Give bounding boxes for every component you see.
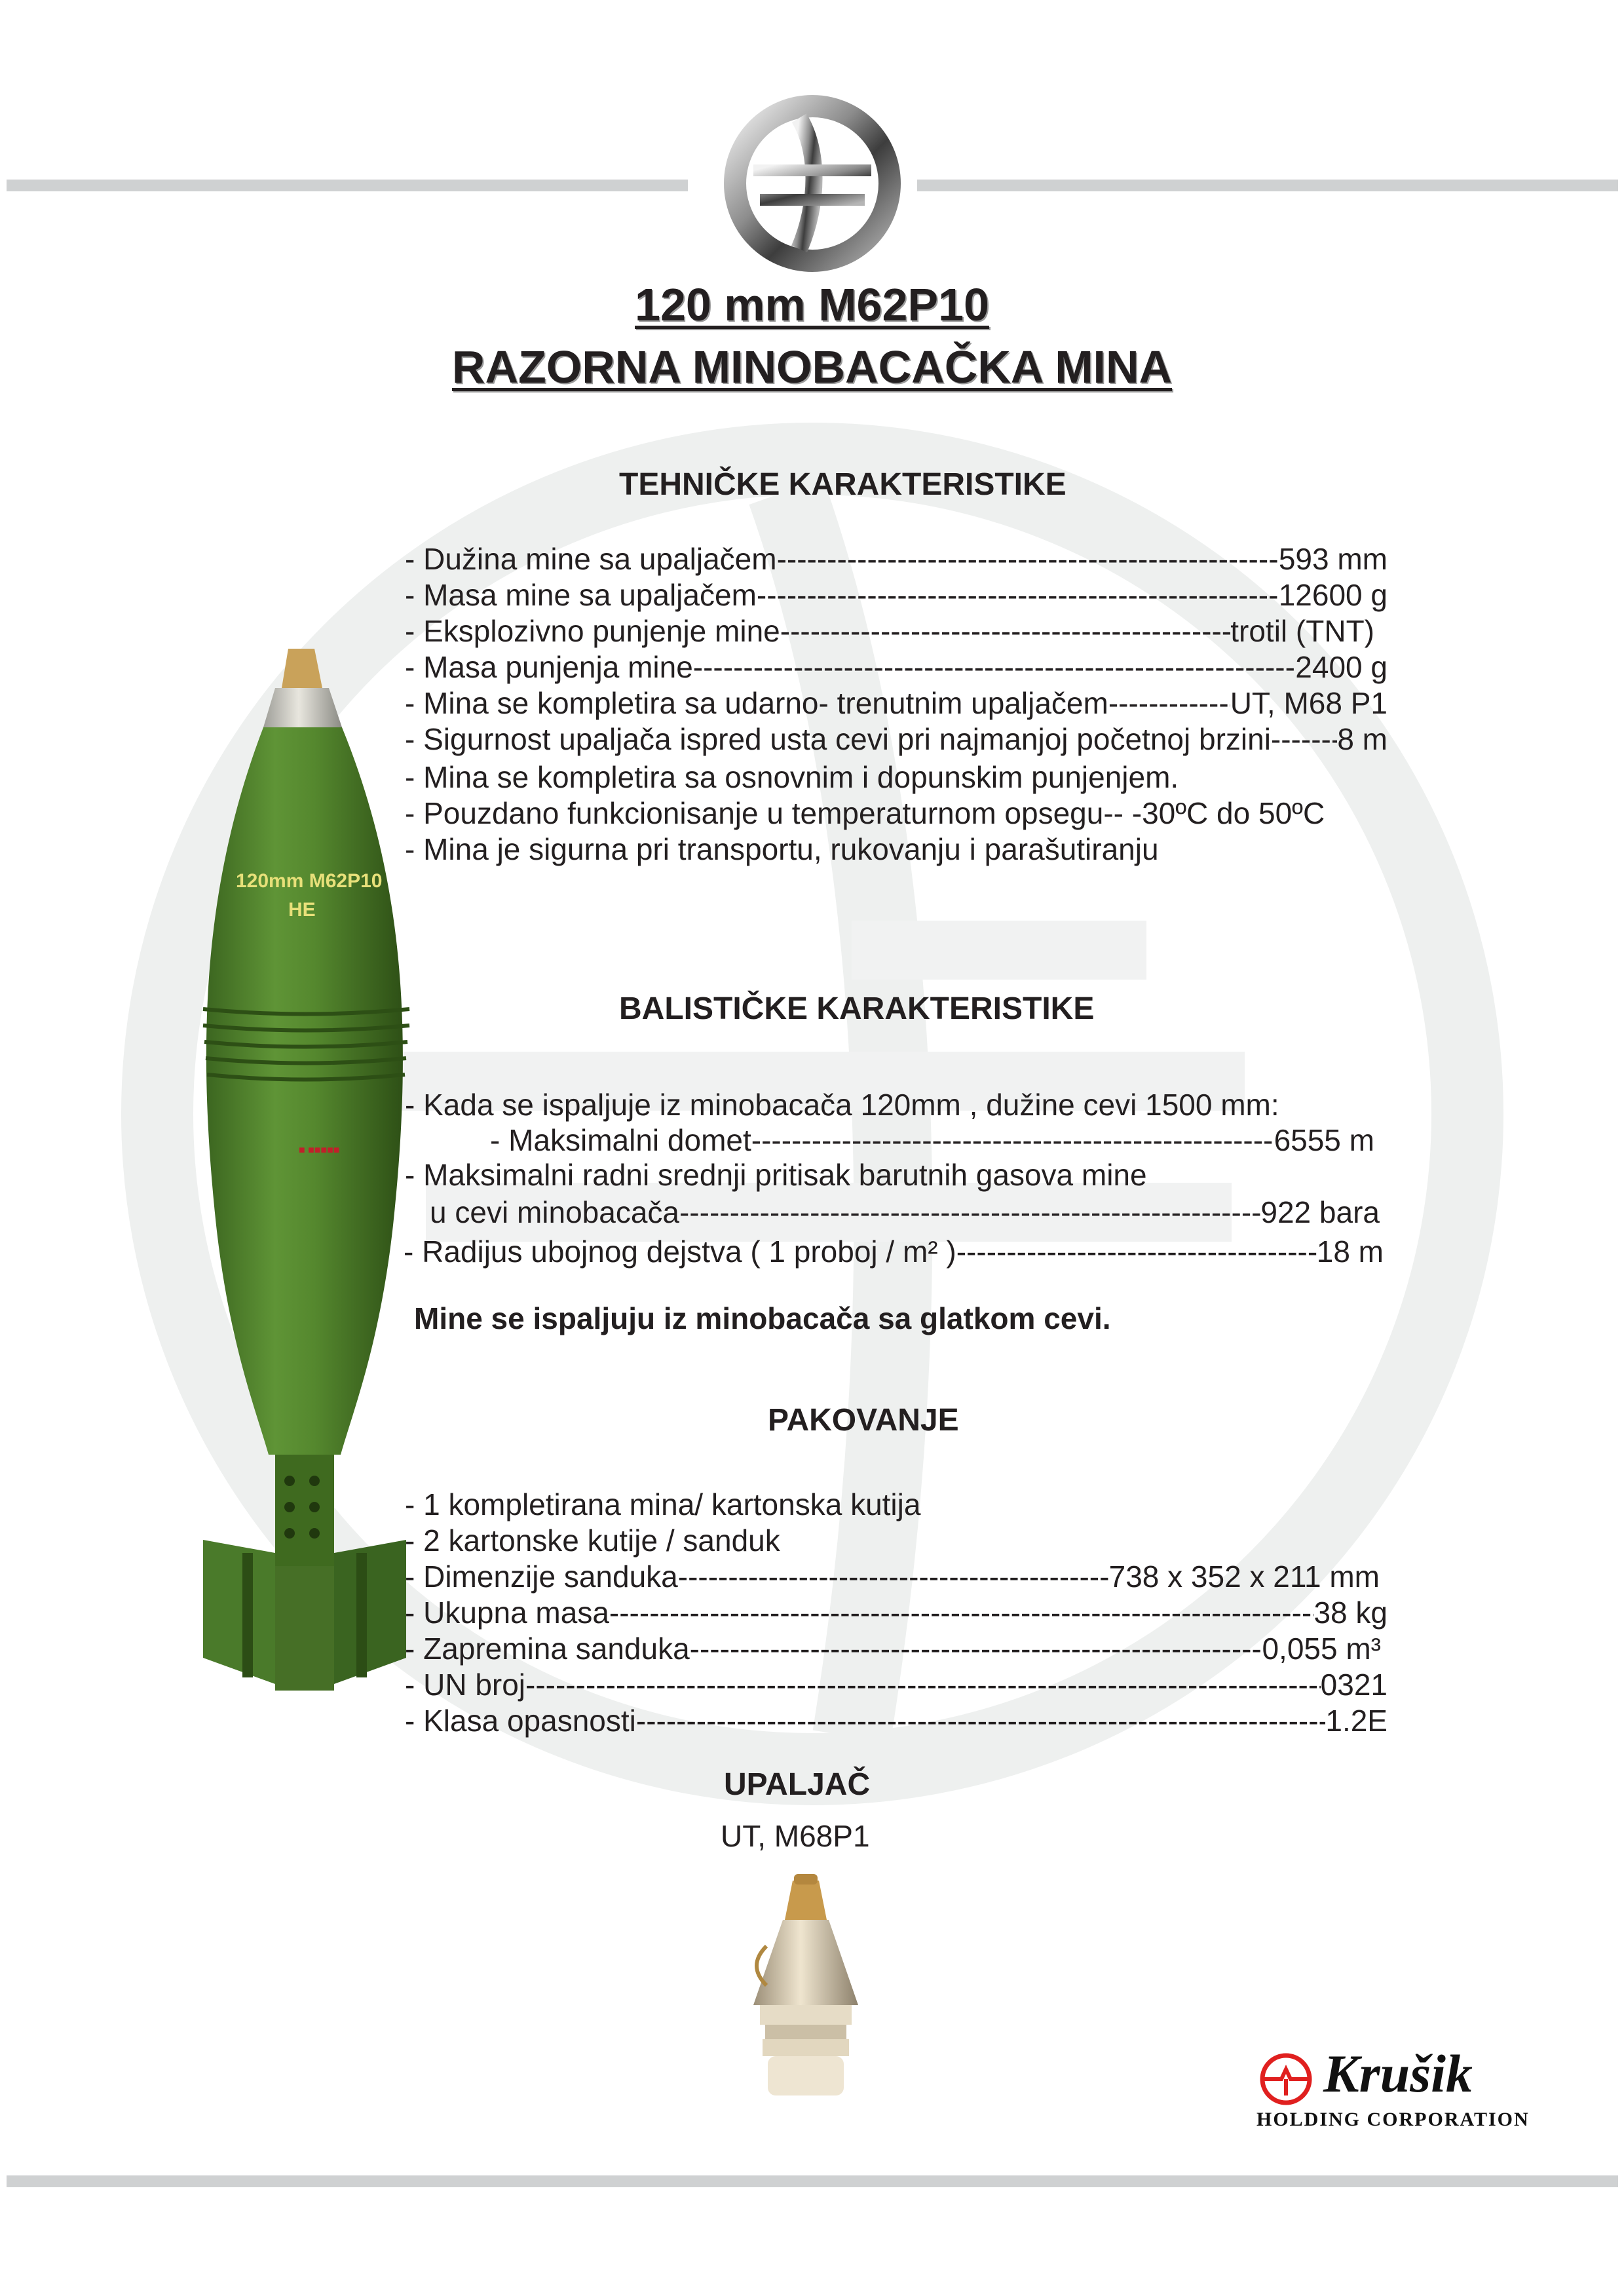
krusik-logo-icon: [1256, 2050, 1315, 2109]
technical-heading: TEHNIČKE KARAKTERISTIKE: [619, 467, 1067, 502]
ballistic-radius-row: - Radijus ubojnog dejstva ( 1 proboj / m² ) ----- 18 m: [404, 1233, 1384, 1270]
packing-line: - 2 kartonske kutije / sanduk: [405, 1523, 780, 1558]
tech-row: - Sigurnost upaljača ispred usta cevi pri najmanjoj početnoj brzini ----- 8 m: [405, 721, 1388, 757]
ballistic-pressure-line1: - Maksimalni radni srednji pritisak barutnih gasova mine: [405, 1158, 1147, 1192]
tech-note: - Mina je sigurna pri transportu, rukovanju i parašutiranju: [405, 832, 1159, 866]
ballistic-range-row: - Maksimalni domet ----- 6555 m: [490, 1122, 1374, 1158]
ballistic-heading: BALISTIČKE KARAKTERISTIKE: [619, 991, 1095, 1026]
mortar-shell-image: [177, 636, 439, 1697]
top-rule-left: [7, 180, 688, 191]
top-rule-right: [917, 180, 1618, 191]
page-title-line1: 120 mm M62P10: [635, 279, 989, 330]
tech-row: - Masa punjenja mine ----- 2400 g: [405, 649, 1388, 685]
tech-row: - Dužina mine sa upaljačem ----- 593 mm: [405, 541, 1388, 577]
fuze-heading: UPALJAČ: [724, 1767, 871, 1802]
ballistic-note: Mine se ispaljuju iz minobacača sa glatkom cevi.: [414, 1301, 1111, 1335]
packing-row: - Ukupna masa ----- 38 kg: [405, 1594, 1388, 1631]
fuze-image: [721, 1874, 891, 2116]
ballistic-pressure-row: u cevi minobacača ----- 922 bara: [430, 1194, 1380, 1231]
packing-heading: PAKOVANJE: [768, 1403, 959, 1438]
emblem-logo-icon: [721, 92, 904, 275]
tech-row: - Eksplozivno punjenje mine ----- trotil (TNT): [405, 613, 1374, 649]
packing-row: - Zapremina sanduka ----- 0,055 m³: [405, 1630, 1381, 1667]
svg-text:■ ■■■■■: ■ ■■■■■: [299, 1145, 340, 1156]
tech-row: - Masa mine sa upaljačem ----- 12600 g: [405, 577, 1388, 613]
brand-name: Krušik: [1323, 2044, 1473, 2103]
tech-note: - Mina se kompletira sa osnovnim i dopunskim punjenjem.: [405, 760, 1179, 794]
fuze-value: UT, M68P1: [721, 1819, 870, 1853]
shell-marking-line2: HE: [288, 899, 316, 921]
packing-line: - 1 kompletirana mina/ kartonska kutija: [405, 1487, 921, 1521]
packing-row: - Klasa opasnosti ----- 1.2E: [405, 1702, 1388, 1739]
tech-note: - Pouzdano funkcionisanje u temperaturnom opsegu-- -30ºC do 50ºC: [405, 796, 1325, 830]
shell-marking-line1: 120mm M62P10: [236, 870, 383, 892]
brand-subtitle: HOLDING CORPORATION: [1256, 2109, 1530, 2130]
page-title-line2: RAZORNA MINOBACAČKA MINA: [451, 341, 1173, 392]
ballistic-intro: - Kada se ispaljuje iz minobacača 120mm , dužine cevi 1500 mm:: [405, 1088, 1279, 1122]
tech-row: - Mina se kompletira sa udarno- trenutnim upaljačem ----- UT, M68 P1: [405, 685, 1388, 721]
bottom-rule: [7, 2175, 1618, 2187]
packing-row: - UN broj ----- 0321: [405, 1666, 1388, 1703]
packing-row: - Dimenzije sanduka ----- 738 x 352 x 211 mm: [405, 1558, 1380, 1595]
